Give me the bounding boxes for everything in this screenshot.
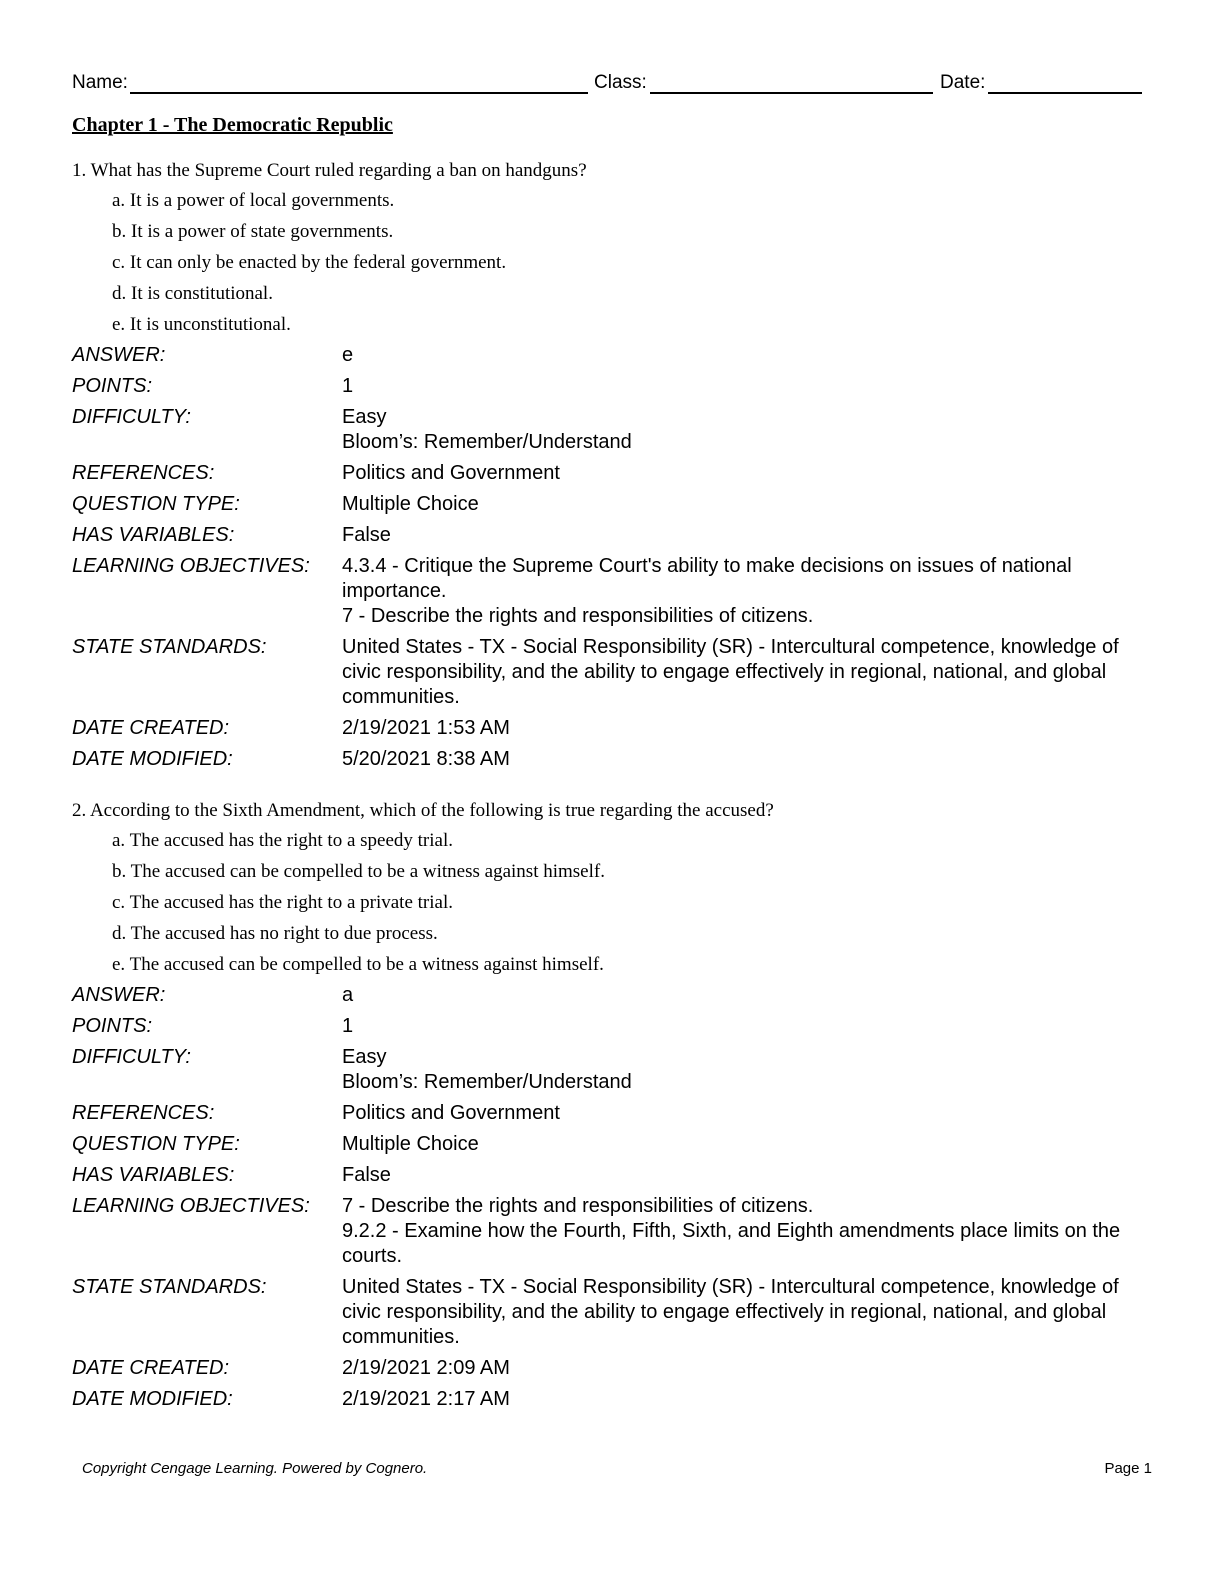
references-value: Politics and Government bbox=[342, 1102, 560, 1124]
option-a: a. The accused has the right to a speedy trial. bbox=[112, 830, 453, 851]
difficulty-row bbox=[72, 1045, 1152, 1095]
has-variables-value: False bbox=[342, 524, 391, 546]
difficulty-bloom: Bloom’s: Remember/Understand bbox=[342, 431, 632, 453]
references-row bbox=[72, 461, 1152, 486]
learning-objectives-value bbox=[342, 1194, 1152, 1269]
question-2 bbox=[72, 798, 1152, 1412]
state-standards-row bbox=[72, 635, 1152, 710]
header-fields bbox=[72, 70, 1142, 98]
difficulty-label: DIFFICULTY: bbox=[72, 1046, 191, 1068]
difficulty-value bbox=[342, 405, 1152, 455]
option-b: b. It is a power of state governments. bbox=[112, 221, 394, 242]
question-type-label: QUESTION TYPE: bbox=[72, 493, 240, 515]
option-b: b. The accused can be compelled to be a witness against himself. bbox=[112, 861, 605, 882]
date-modified-row bbox=[72, 1387, 1152, 1412]
question-metadata bbox=[72, 983, 1152, 1412]
learning-objective: 9.2.2 - Examine how the Fourth, Fifth, Sixth, and Eighth amendments place limits on the courts. bbox=[342, 1220, 1121, 1267]
date-created-value: 2/19/2021 1:53 AM bbox=[342, 717, 510, 739]
date-modified-label: DATE MODIFIED: bbox=[72, 748, 233, 770]
learning-objective: 7 - Describe the rights and responsibilities of citizens. bbox=[342, 1195, 814, 1217]
date-blank-line bbox=[988, 92, 1142, 94]
learning-objectives-row bbox=[72, 554, 1152, 629]
points-row bbox=[72, 374, 1152, 399]
question-metadata bbox=[72, 343, 1152, 772]
class-blank-line bbox=[650, 92, 933, 94]
references-label: REFERENCES: bbox=[72, 1102, 215, 1124]
question-1 bbox=[72, 158, 1152, 772]
copyright-text: Copyright Cengage Learning. Powered by Cognero. bbox=[82, 1460, 428, 1477]
difficulty-bloom: Bloom’s: Remember/Understand bbox=[342, 1071, 632, 1093]
learning-objectives-row bbox=[72, 1194, 1152, 1269]
difficulty-value bbox=[342, 1045, 1152, 1095]
state-standards-value: United States - TX - Social Responsibility (SR) - Intercultural competence, knowledge of civic responsibility, and the ability to engage effectively in regional, national, and global communities. bbox=[342, 636, 1119, 708]
state-standards-value: United States - TX - Social Responsibility (SR) - Intercultural competence, knowledge of civic responsibility, and the ability to engage effectively in regional, national, and global communities. bbox=[342, 1276, 1119, 1348]
points-label: POINTS: bbox=[72, 375, 153, 397]
answer-value: a bbox=[342, 984, 354, 1006]
chapter-title: Chapter 1 - The Democratic Republic bbox=[72, 114, 393, 136]
points-label: POINTS: bbox=[72, 1015, 153, 1037]
option-a: a. It is a power of local governments. bbox=[112, 190, 395, 211]
option-d: d. It is constitutional. bbox=[112, 283, 273, 304]
date-created-row bbox=[72, 1356, 1152, 1381]
difficulty-row bbox=[72, 405, 1152, 455]
learning-objectives-value bbox=[342, 554, 1152, 629]
has-variables-row bbox=[72, 1163, 1152, 1188]
references-label: REFERENCES: bbox=[72, 462, 215, 484]
answer-label: ANSWER: bbox=[72, 344, 166, 366]
answer-label: ANSWER: bbox=[72, 984, 166, 1006]
has-variables-value: False bbox=[342, 1164, 391, 1186]
question-stem: 1. What has the Supreme Court ruled regarding a ban on handguns? bbox=[72, 160, 587, 181]
date-modified-label: DATE MODIFIED: bbox=[72, 1388, 233, 1410]
has-variables-label: HAS VARIABLES: bbox=[72, 524, 235, 546]
option-e: e. The accused can be compelled to be a witness against himself. bbox=[112, 954, 604, 975]
question-type-row bbox=[72, 1132, 1152, 1157]
references-value: Politics and Government bbox=[342, 462, 560, 484]
date-label: Date: bbox=[940, 72, 986, 93]
option-c: c. It can only be enacted by the federal government. bbox=[112, 252, 507, 273]
option-d: d. The accused has no right to due process. bbox=[112, 923, 438, 944]
learning-objective: 7 - Describe the rights and responsibilities of citizens. bbox=[342, 605, 814, 627]
name-blank-line bbox=[130, 92, 588, 94]
date-created-label: DATE CREATED: bbox=[72, 1357, 230, 1379]
points-value: 1 bbox=[342, 1015, 354, 1037]
state-standards-label: STATE STANDARDS: bbox=[72, 1276, 267, 1298]
has-variables-row bbox=[72, 523, 1152, 548]
points-row bbox=[72, 1014, 1152, 1039]
date-modified-value: 2/19/2021 2:17 AM bbox=[342, 1388, 510, 1410]
class-label: Class: bbox=[594, 72, 647, 93]
answer-row bbox=[72, 983, 1152, 1008]
page-number: Page 1 bbox=[1104, 1460, 1152, 1477]
option-e: e. It is unconstitutional. bbox=[112, 314, 291, 335]
date-created-label: DATE CREATED: bbox=[72, 717, 230, 739]
state-standards-label: STATE STANDARDS: bbox=[72, 636, 267, 658]
name-label: Name: bbox=[72, 72, 128, 93]
learning-objective: 4.3.4 - Critique the Supreme Court's ability to make decisions on issues of national importance. bbox=[342, 555, 1072, 602]
points-value: 1 bbox=[342, 375, 354, 397]
question-type-value: Multiple Choice bbox=[342, 1133, 479, 1155]
difficulty-label: DIFFICULTY: bbox=[72, 406, 191, 428]
difficulty-level: Easy bbox=[342, 406, 387, 428]
question-type-row bbox=[72, 492, 1152, 517]
answer-row bbox=[72, 343, 1152, 368]
question-type-label: QUESTION TYPE: bbox=[72, 1133, 240, 1155]
date-created-row bbox=[72, 716, 1152, 741]
state-standards-row bbox=[72, 1275, 1152, 1350]
question-type-value: Multiple Choice bbox=[342, 493, 479, 515]
option-c: c. The accused has the right to a private trial. bbox=[112, 892, 453, 913]
learning-objectives-label: LEARNING OBJECTIVES: bbox=[72, 555, 310, 577]
learning-objectives-label: LEARNING OBJECTIVES: bbox=[72, 1195, 310, 1217]
has-variables-label: HAS VARIABLES: bbox=[72, 1164, 235, 1186]
date-modified-value: 5/20/2021 8:38 AM bbox=[342, 748, 510, 770]
references-row bbox=[72, 1101, 1152, 1126]
difficulty-level: Easy bbox=[342, 1046, 387, 1068]
date-created-value: 2/19/2021 2:09 AM bbox=[342, 1357, 510, 1379]
question-stem: 2. According to the Sixth Amendment, which of the following is true regarding the accused? bbox=[72, 800, 774, 821]
date-modified-row bbox=[72, 747, 1152, 772]
answer-value: e bbox=[342, 344, 354, 366]
